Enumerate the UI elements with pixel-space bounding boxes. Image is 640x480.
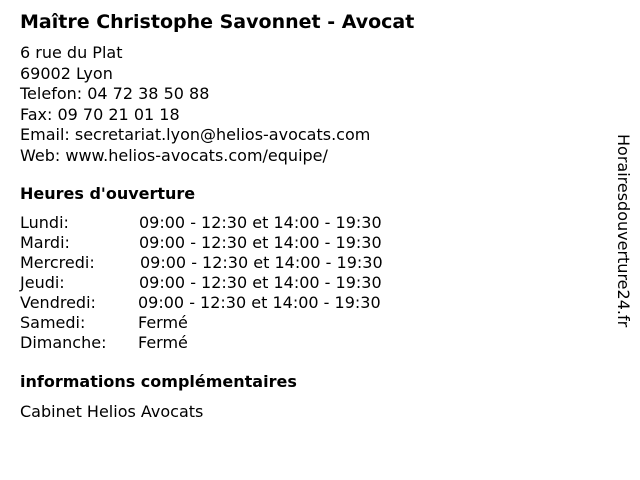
side-brand-label: Horairesdouverture24.fr	[614, 134, 633, 328]
hours-time: 09:00 - 12:30 et 14:00 - 19:30	[140, 253, 383, 272]
phone-line: Telefon: 04 72 38 50 88	[20, 84, 210, 103]
additional-info-text: Cabinet Helios Avocats	[20, 402, 204, 421]
hours-row	[20, 273, 600, 293]
fax-line: Fax: 09 70 21 01 18	[20, 104, 180, 124]
hours-day: Samedi:	[20, 313, 86, 332]
email-line: Email: secretariat.lyon@helios-avocats.com	[20, 125, 371, 144]
hours-day: Mardi:	[20, 233, 70, 252]
additional-info-heading: informations complémentaires	[20, 372, 297, 391]
hours-row	[20, 253, 600, 273]
hours-time: 09:00 - 12:30 et 14:00 - 19:30	[138, 293, 381, 312]
hours-row	[20, 233, 600, 253]
opening-hours-table	[20, 213, 600, 353]
hours-day: Mercredi:	[20, 253, 95, 272]
hours-time: Fermé	[138, 333, 188, 352]
hours-row	[20, 313, 600, 333]
hours-day: Jeudi:	[20, 273, 65, 292]
page-title: Maître Christophe Savonnet - Avocat	[20, 11, 415, 33]
hours-time: 09:00 - 12:30 et 14:00 - 19:30	[139, 273, 382, 292]
hours-day: Dimanche:	[20, 333, 107, 352]
address-street: 6 rue du Plat	[20, 43, 123, 62]
hours-time: 09:00 - 12:30 et 14:00 - 19:30	[139, 233, 382, 252]
opening-hours-heading: Heures d'ouverture	[20, 184, 196, 203]
hours-time: Fermé	[138, 313, 188, 332]
address-city: 69002 Lyon	[20, 63, 113, 83]
hours-time: 09:00 - 12:30 et 14:00 - 19:30	[139, 213, 382, 232]
hours-row	[20, 333, 600, 353]
hours-day: Vendredi:	[20, 293, 96, 312]
hours-row	[20, 213, 600, 233]
address-block	[20, 43, 600, 166]
business-card	[20, 10, 600, 423]
hours-row	[20, 293, 600, 313]
hours-day: Lundi:	[20, 213, 69, 232]
web-line: Web: www.helios-avocats.com/equipe/	[20, 145, 328, 165]
